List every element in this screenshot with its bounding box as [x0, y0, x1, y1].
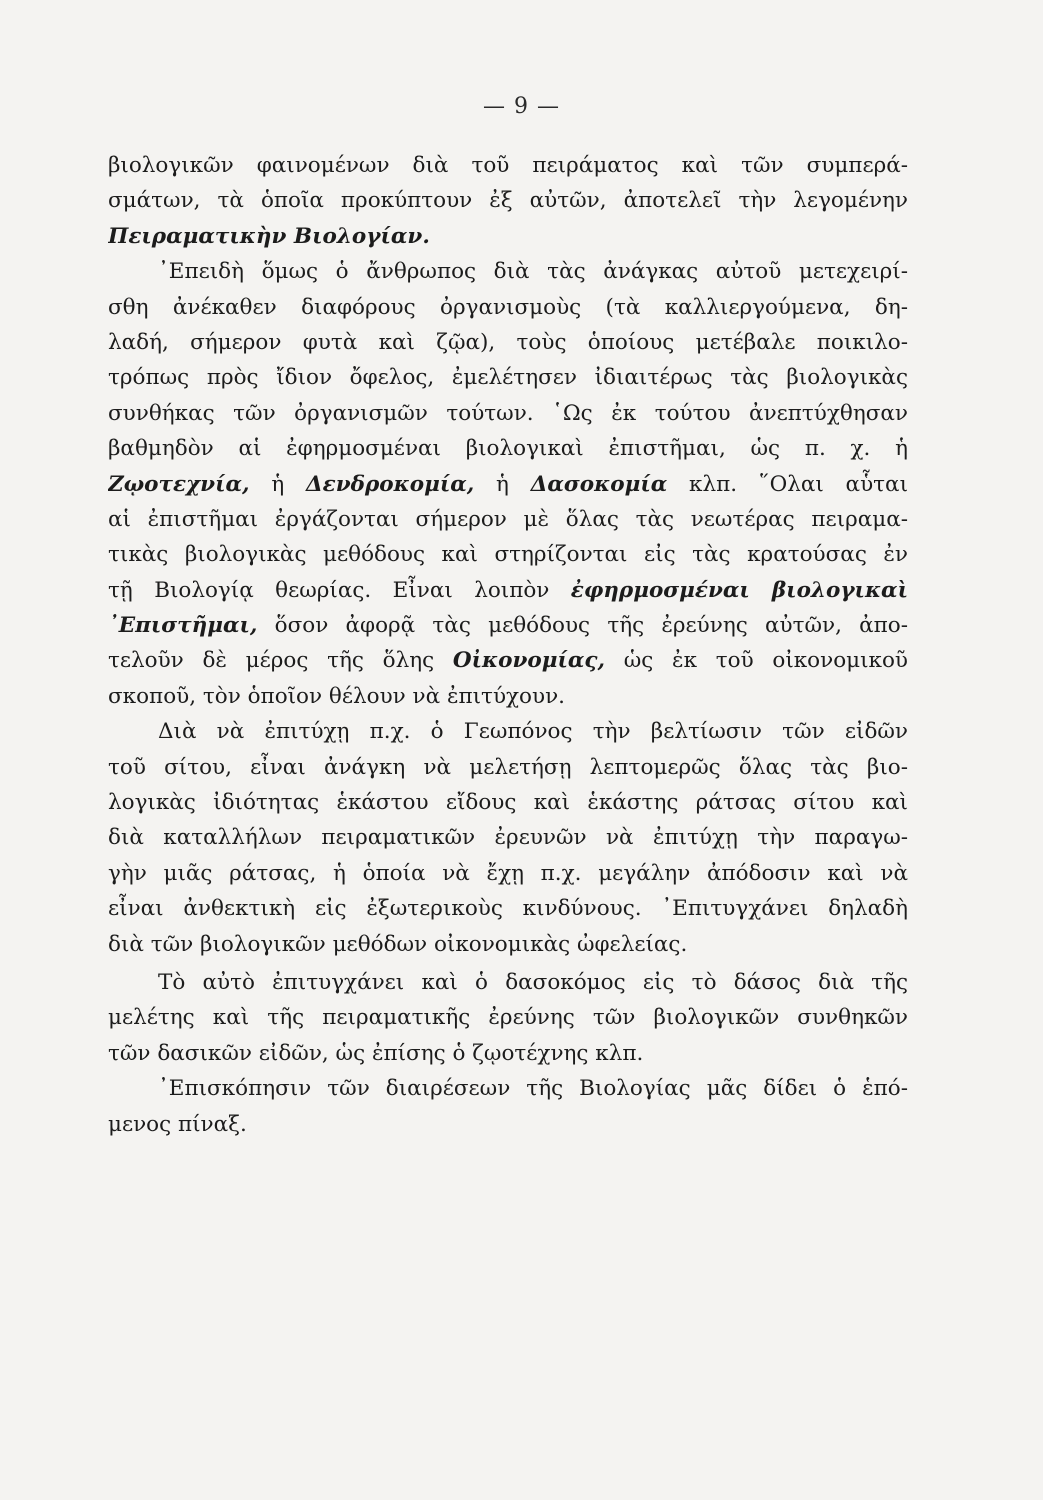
text-segment: σθη ἀνέκαθεν διαφόρους ὀργανισμοὺς (τὰ καλλιεργούμενα, δη-	[108, 294, 908, 320]
text-segment: Διὰ νὰ ἐπιτύχῃ π.χ. ὁ Γεωπόνος τὴν βελτίωσιν τῶν εἰδῶν	[158, 719, 908, 745]
text-segment: εἶναι ἀνθεκτικὴ εἰς ἐξωτερικοὺς κινδύνους. ᾿Επιτυγχάνει δηλαδὴ	[108, 896, 908, 922]
text-line	[108, 856, 908, 891]
text-line	[108, 467, 908, 502]
text-segment: μενος πίναξ.	[108, 1111, 247, 1137]
page-number: — 9 —	[483, 94, 560, 119]
text-segment: διὰ καταλλήλων πειραματικῶν ἐρευνῶν νὰ ἐπιτύχῃ τὴν παραγω-	[108, 825, 908, 851]
emphasized-term: Πειραματικὴν Βιολογίαν.	[108, 223, 430, 249]
text-segment: τοῦ σίτου, εἶναι ἀνάγκη νὰ μελετήσῃ λεπτομερῶς ὅλας τὰς βιο-	[108, 754, 908, 780]
text-segment: βιολογικῶν φαινομένων διὰ τοῦ πειράματος καὶ τῶν συμπερά-	[108, 153, 908, 178]
text-line	[108, 431, 908, 466]
text-line	[108, 1000, 908, 1035]
text-line	[108, 891, 908, 926]
emphasized-term: Δενδροκομία,	[305, 471, 475, 497]
text-line	[108, 643, 908, 678]
text-line	[108, 183, 908, 218]
text-segment: συνθήκας τῶν ὀργανισμῶν τούτων. ῾Ως ἐκ τούτου ἀνεπτύχθησαν	[108, 400, 908, 426]
text-line	[108, 1071, 908, 1106]
text-line	[108, 325, 908, 360]
text-segment: τῶν δασικῶν εἰδῶν, ὡς ἐπίσης ὁ ζῳοτέχνης κλπ.	[108, 1040, 644, 1066]
emphasized-term: Οἰκονομίας,	[452, 648, 606, 674]
text-line	[108, 608, 908, 643]
text-segment: τρόπως πρὸς ἴδιον ὄφελος, ἐμελέτησεν ἰδιαιτέρως τὰς βιολογικὰς	[108, 365, 908, 391]
text-line	[108, 820, 908, 855]
text-segment: ᾿Επισκόπησιν τῶν διαιρέσεων τῆς Βιολογίας μᾶς δίδει ὁ ἑπό-	[158, 1076, 908, 1102]
text-line	[108, 254, 908, 289]
text-line	[108, 290, 908, 325]
text-segment: αἱ ἐπιστῆμαι ἐργάζονται σήμερον μὲ ὅλας τὰς νεωτέρας πειραμα-	[108, 506, 908, 532]
text-segment: βαθμηδὸν αἱ ἐφηρμοσμέναι βιολογικαὶ ἐπιστῆμαι, ὡς π. χ. ἡ	[108, 436, 908, 462]
text-segment: ὡς ἐκ τοῦ οἰκονομικοῦ	[605, 648, 908, 674]
text-segment: ἡ	[474, 471, 531, 497]
text-line	[108, 219, 908, 254]
emphasized-term: ἐφηρμοσμέναι βιολογικαὶ	[570, 577, 908, 603]
text-line	[108, 679, 908, 714]
text-segment: τικὰς βιολογικὰς μεθόδους καὶ στηρίζονται εἰς τὰς κρατούσας ἐν	[108, 542, 908, 568]
text-line	[108, 785, 908, 820]
text-segment: ὅσον ἀφορᾷ τὰς μεθόδους τῆς ἐρεύνης αὐτῶν, ἀπο-	[257, 613, 908, 639]
text-line	[108, 1036, 908, 1071]
emphasized-term: Δασοκομία	[530, 471, 668, 497]
text-line	[108, 360, 908, 395]
text-segment: μελέτης καὶ τῆς πειραματικῆς ἐρεύνης τῶν βιολογικῶν συνθηκῶν	[108, 1005, 908, 1031]
text-segment: Τὸ αὐτὸ ἐπιτυγχάνει καὶ ὁ δασοκόμος εἰς τὸ δάσος διὰ τῆς	[158, 969, 908, 995]
text-segment: τελοῦν δὲ μέρος τῆς ὅλης	[108, 648, 453, 674]
text-segment: διὰ τῶν βιολογικῶν μεθόδων οἰκονομικὰς ὠφελείας.	[108, 931, 688, 957]
text-line	[108, 1107, 908, 1142]
text-segment: σκοποῦ, τὸν ὁποῖον θέλουν νὰ ἐπιτύχουν.	[108, 683, 565, 709]
text-line	[108, 714, 908, 749]
text-segment: τῇ Βιολογίᾳ θεωρίας. Εἶναι λοιπὸν	[108, 577, 571, 603]
text-line	[108, 396, 908, 431]
text-line	[108, 502, 908, 537]
emphasized-term: ᾿Επιστῆμαι,	[108, 613, 258, 639]
text-line	[108, 148, 908, 183]
text-segment: λογικὰς ἰδιότητας ἑκάστου εἴδους καὶ ἑκάστης ράτσας σίτου καὶ	[108, 790, 908, 816]
text-segment: λαδή, σήμερον φυτὰ καὶ ζῷα), τοὺς ὁποίους μετέβαλε ποικιλο-	[108, 329, 908, 355]
text-line	[108, 927, 908, 962]
text-segment: κλπ. ῞Ολαι αὗται	[667, 471, 908, 497]
text-line	[108, 750, 908, 785]
text-segment: γὴν μιᾶς ράτσας, ἡ ὁποία νὰ ἔχῃ π.χ. μεγάλην ἀπόδοσιν καὶ νὰ	[108, 860, 908, 886]
text-segment: σμάτων, τὰ ὁποῖα προκύπτουν ἐξ αὐτῶν, ἀποτελεῖ τὴν λεγομένην	[108, 188, 908, 214]
text-line	[108, 965, 908, 1000]
text-line	[108, 573, 908, 608]
emphasized-term: Ζῳοτεχνία,	[108, 471, 250, 497]
body-text	[108, 148, 908, 1142]
text-segment: ἡ	[249, 471, 306, 497]
text-segment: ᾿Επειδὴ ὅμως ὁ ἄνθρωπος διὰ τὰς ἀνάγκας αὐτοῦ μετεχειρί-	[158, 259, 908, 285]
text-line	[108, 537, 908, 572]
